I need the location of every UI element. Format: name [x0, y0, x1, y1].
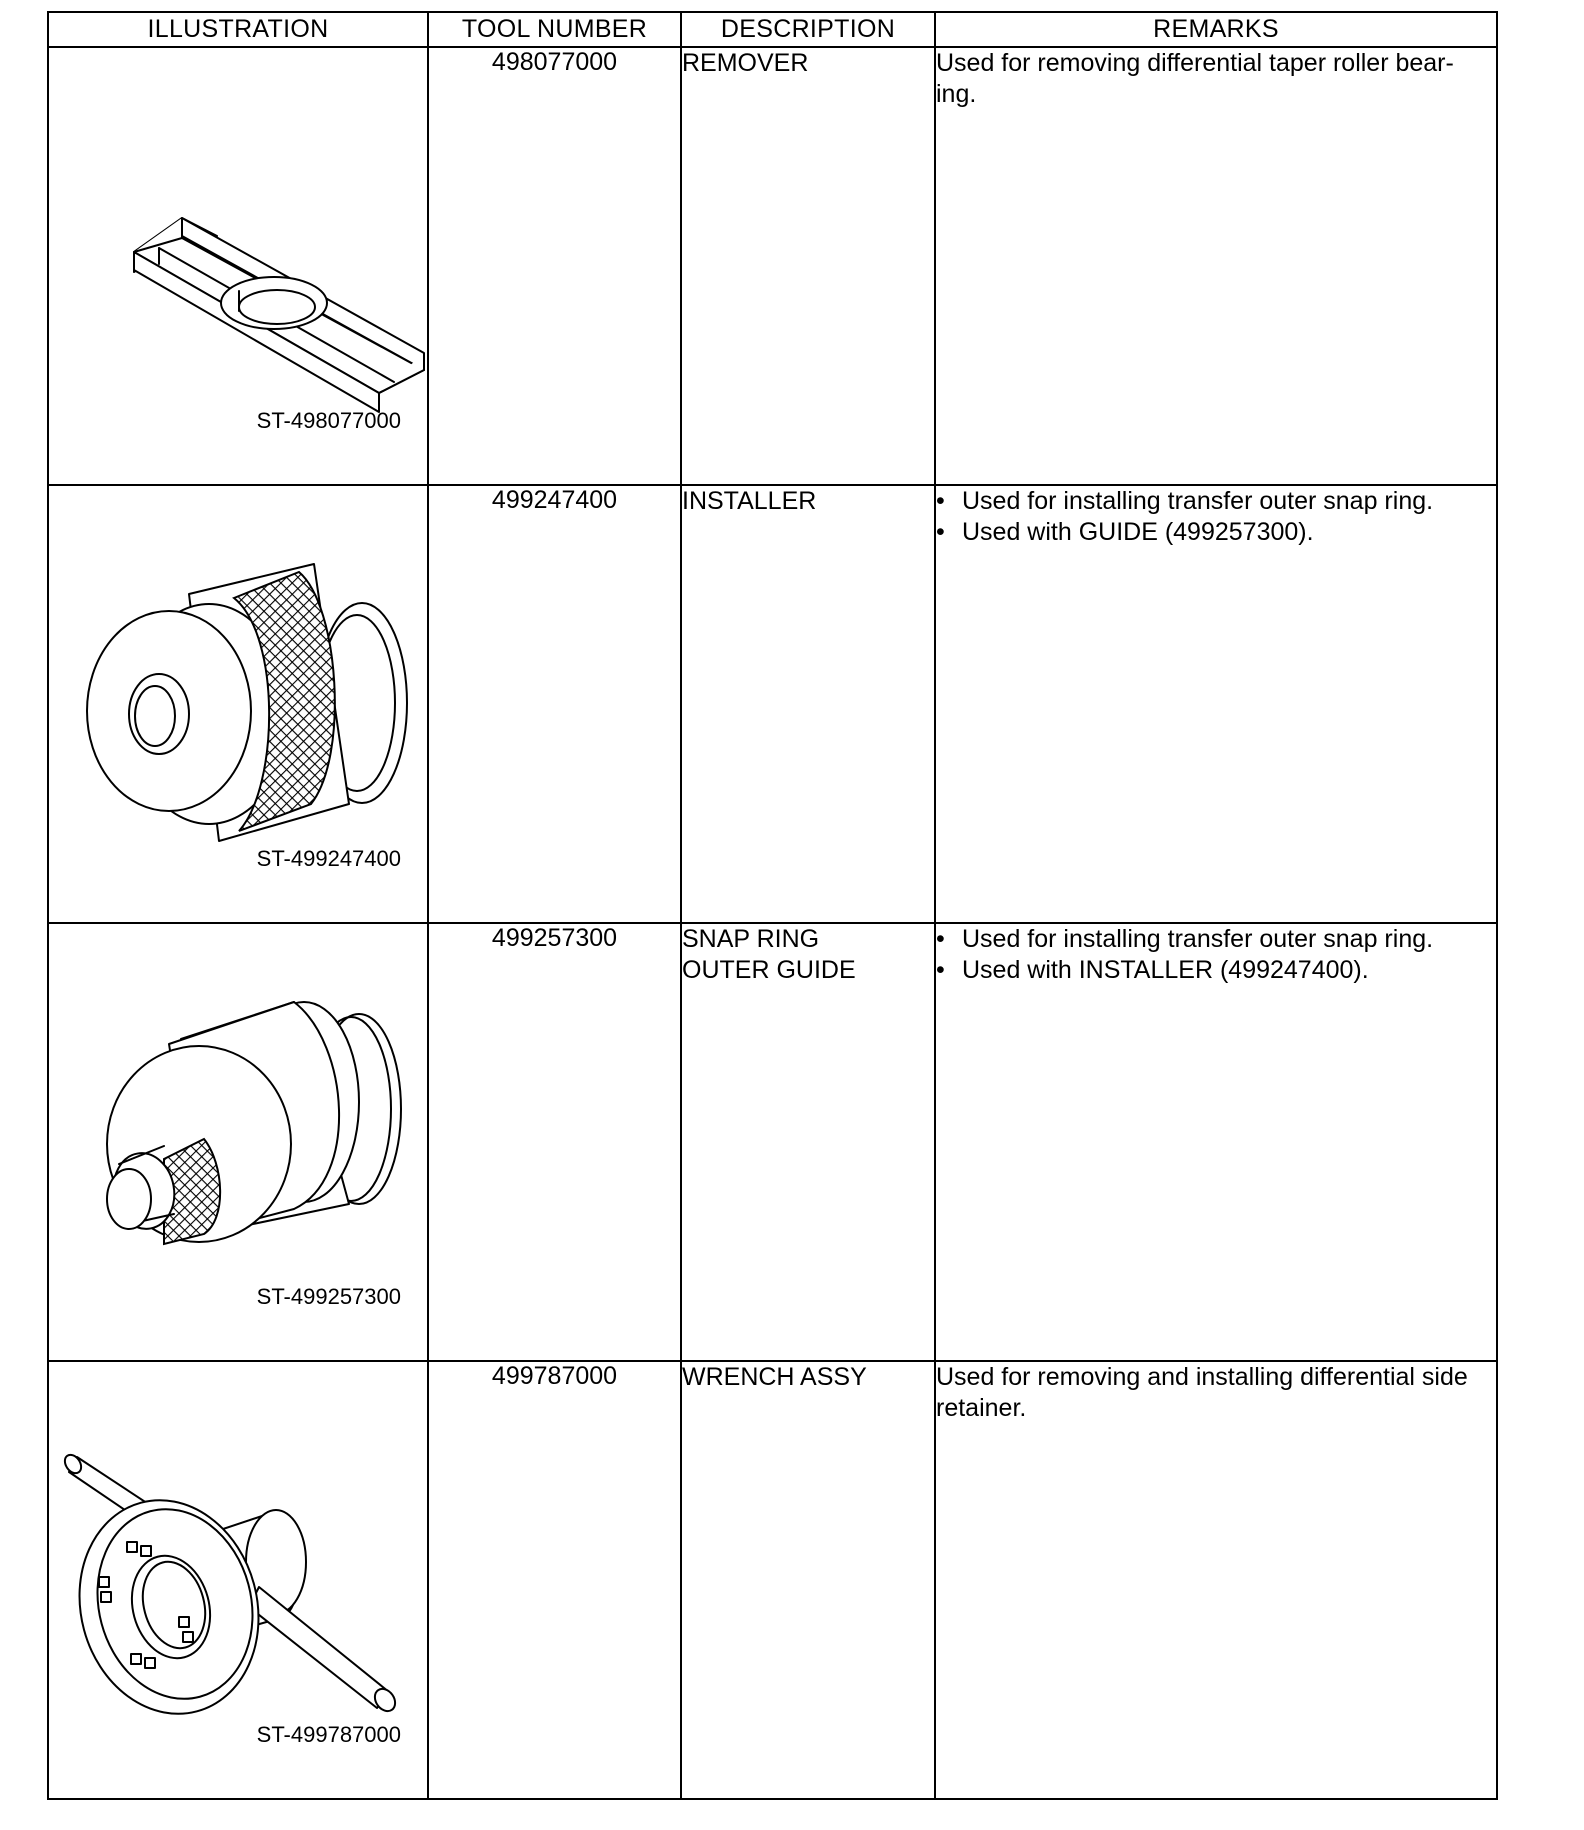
- illustration-cell: [48, 485, 428, 923]
- remarks-line: ing.: [936, 80, 977, 108]
- remarks-bullet: • Used with INSTALLER (499247400).: [936, 955, 1496, 986]
- description-line: REMOVER: [682, 49, 809, 77]
- special-tools-table: [47, 11, 1498, 1800]
- remarks-cell: [935, 1361, 1497, 1799]
- table-header-row: [48, 12, 1497, 47]
- tool-number-cell: 498077000: [428, 47, 681, 485]
- illustration-cell: [48, 47, 428, 485]
- table-row: [48, 485, 1497, 923]
- description-cell: [681, 47, 935, 485]
- description-line: OUTER GUIDE: [682, 956, 856, 984]
- header-tool-number: TOOL NUMBER: [428, 12, 681, 47]
- tool-number-cell: 499257300: [428, 923, 681, 1361]
- image-label: ST-499247400: [256, 846, 401, 871]
- remarks-bullet: • Used for installing transfer outer snap ring.: [936, 486, 1496, 517]
- description-line: SNAP RING: [682, 925, 820, 953]
- description-cell: [681, 923, 935, 1361]
- remarks-line: retainer.: [936, 1394, 1027, 1422]
- remarks-cell: [935, 923, 1497, 1361]
- description-cell: [681, 485, 935, 923]
- description-line: WRENCH ASSY: [682, 1363, 867, 1391]
- table-row: [48, 1361, 1497, 1799]
- table-row: [48, 47, 1497, 485]
- remarks-cell: [935, 485, 1497, 923]
- description-cell: [681, 1361, 935, 1799]
- image-label: ST-499787000: [256, 1722, 401, 1747]
- header-description: DESCRIPTION: [681, 12, 935, 47]
- tool-number-cell: 499787000: [428, 1361, 681, 1799]
- illustration-cell: [48, 923, 428, 1361]
- remarks-line: Used for removing and installing differential side: [936, 1363, 1468, 1391]
- remarks-line: Used for removing differential taper roller bear-: [936, 49, 1454, 77]
- remarks-bullet: • Used with GUIDE (499257300).: [936, 517, 1496, 548]
- header-remarks: REMARKS: [935, 12, 1497, 47]
- image-label: ST-498077000: [256, 408, 401, 433]
- remarks-bullet: • Used for installing transfer outer snap ring.: [936, 924, 1496, 955]
- header-illustration: ILLUSTRATION: [48, 12, 428, 47]
- illustration-cell: [48, 1361, 428, 1799]
- tool-number-cell: 499247400: [428, 485, 681, 923]
- description-line: INSTALLER: [682, 487, 817, 515]
- image-label: ST-499257300: [256, 1284, 401, 1309]
- remarks-cell: [935, 47, 1497, 485]
- table-row: [48, 923, 1497, 1361]
